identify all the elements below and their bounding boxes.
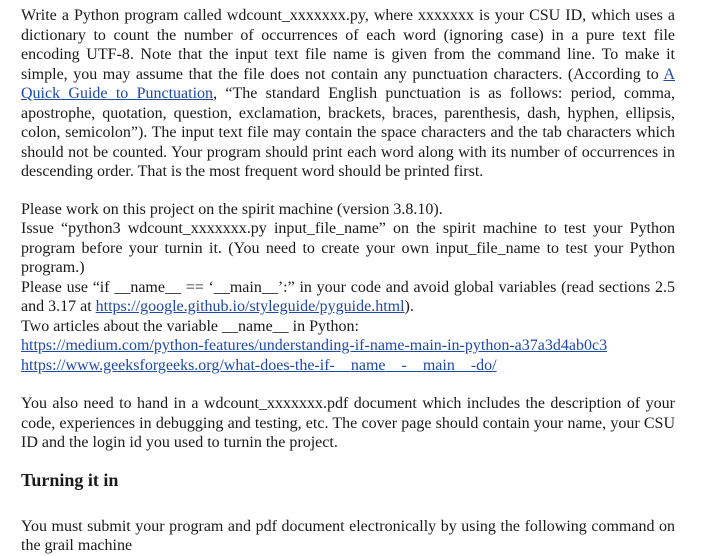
main-guard-text: Please use “if __name__ == ‘__main__’:” in your code and avoid global variables (read sections 2.5 and 3.17 at xyxy=(21,278,675,315)
geeksforgeeks-article-link[interactable]: https://www.geeksforgeeks.org/what-does-the-if-__name__-__main__-do/ xyxy=(21,356,497,374)
punctuation-guide-link[interactable]: A Quick Guide to Punctuation xyxy=(21,65,675,102)
test-command-line: Issue “python3 wdcount_xxxxxxx.py input_file_name” on the spirit machine to test your Python program before your turnin it. (You need to create your own input_file_name to test your Python program.) xyxy=(21,220,675,276)
submission-instructions: You must submit your program and pdf document electronically by using the following command on the grail machine xyxy=(21,517,675,554)
pdf-requirement: You also need to hand in a wdcount_xxxxxxx.pdf document which includes the description of your code, experiences in debugging and testing, etc. The cover page should contain your name, your CSU ID and the login id you used to turnin the project. xyxy=(21,395,675,451)
medium-article-link[interactable]: https://medium.com/python-features/understanding-if-name-main-in-python-a37a3d4ab0c3 xyxy=(21,337,608,354)
articles-intro: Two articles about the variable __name__ in Python: xyxy=(21,317,359,335)
assignment-description xyxy=(21,6,675,182)
styleguide-link[interactable]: https://google.github.io/styleguide/pyguide.html xyxy=(95,298,405,315)
spirit-version-line: Please work on this project on the spirit machine (version 3.8.10). xyxy=(21,200,443,218)
section-heading-turning-in: Turning it in xyxy=(21,469,119,490)
description-text-end: , “The standard English punctuation is as follows: period, comma, apostrophe, quotation, question, exclamation, brackets, braces, parenthesis, dash, hyphen, ellipsis, colon, semicolon”). The input text file may contain the space characters and the tab characters which should not be counted. Your program should print each word along with its number of occurrences in descending order. That is the most frequent word should be printed first. xyxy=(21,85,675,180)
document-page xyxy=(21,6,675,556)
environment-instructions xyxy=(21,200,675,376)
main-guard-text-end: ). xyxy=(404,298,414,315)
description-text-start: Write a Python program called wdcount_xxxxxxx.py, where xxxxxxx is your CSU ID, which uses a dictionary to count the number of occurrences of each word (ignoring case) in a pure text file encoding UTF-8. Note that the input text file name is given from the command line. To make it simple, you may assume that the file does not contain any punctuation characters. (According to xyxy=(21,7,675,83)
main-guard-line xyxy=(21,278,675,317)
